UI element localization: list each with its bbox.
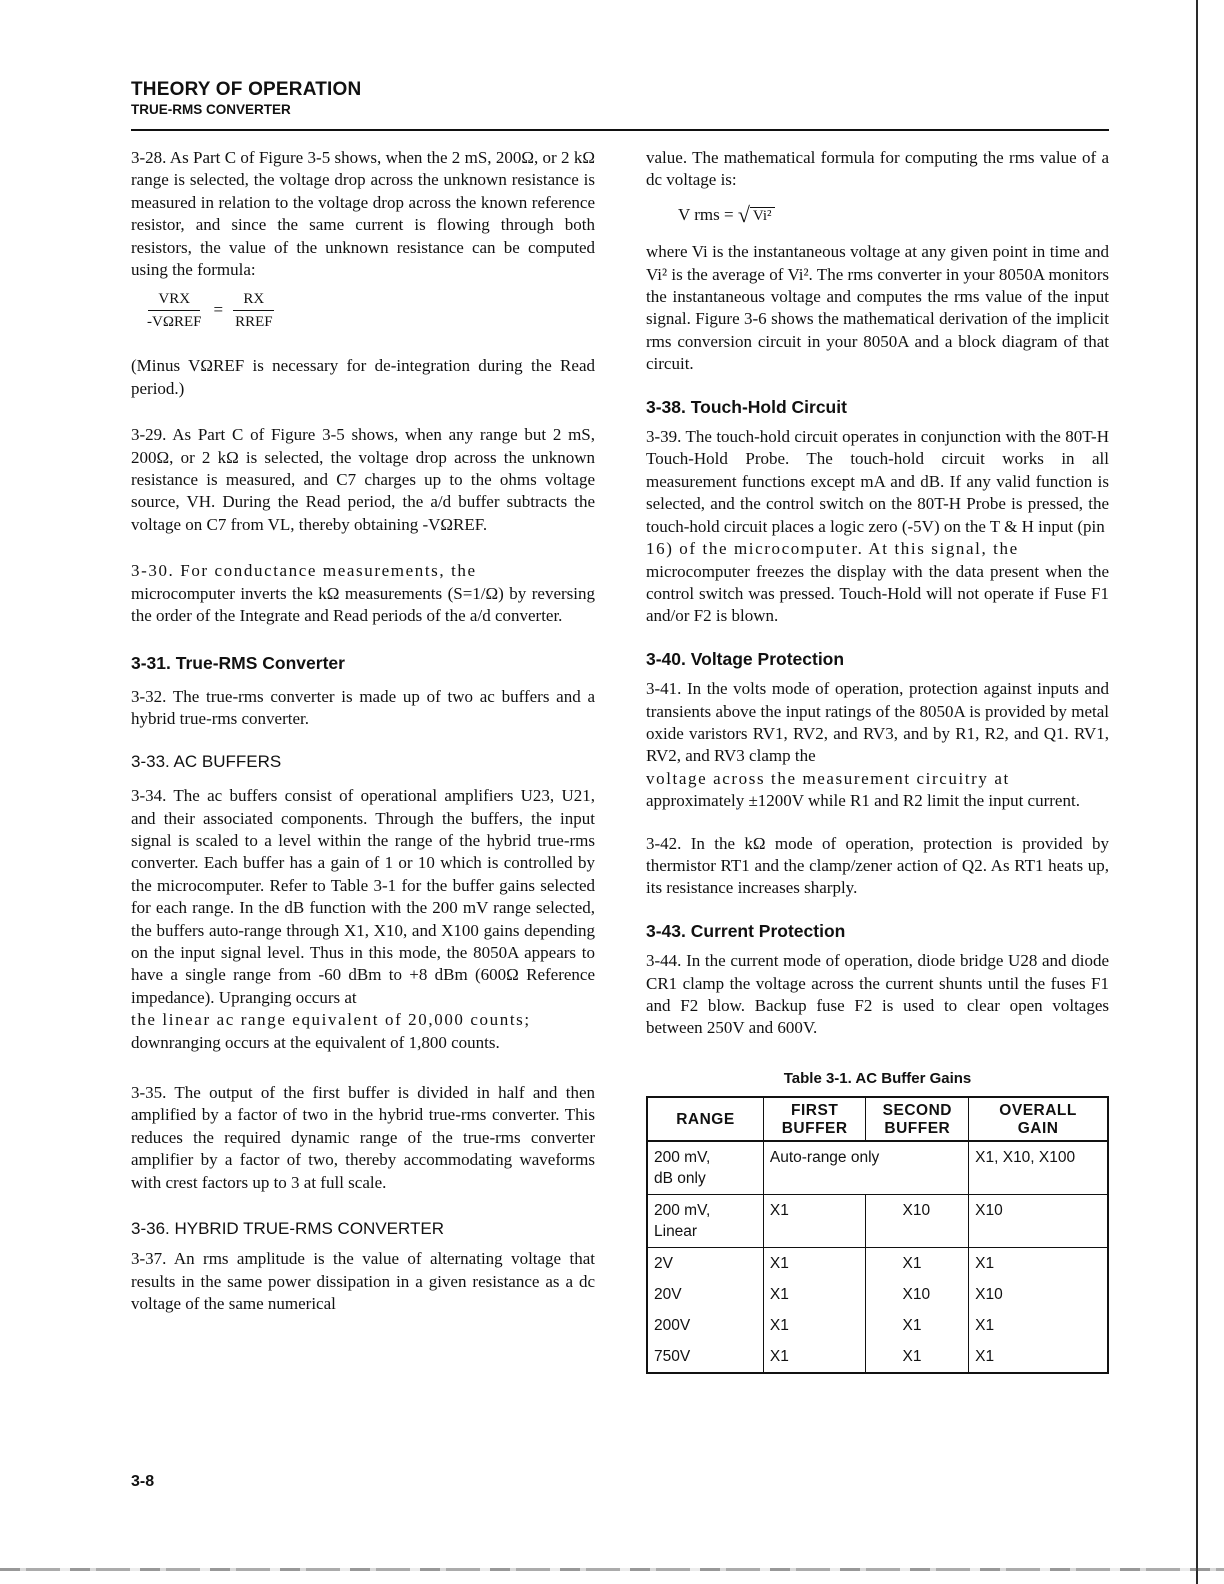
header-overall-gain: OVERALL GAIN: [969, 1097, 1108, 1141]
cell-range: 200V: [647, 1310, 763, 1341]
paragraph-3-34-spaced-line: the linear ac range equivalent of 20,000 counts;: [131, 1010, 531, 1030]
ac-buffer-gains-table: [646, 1096, 1109, 1374]
cell-second: X1: [866, 1248, 969, 1280]
header-first-buffer: FIRST BUFFER: [763, 1097, 866, 1141]
table-row: [647, 1341, 1108, 1373]
paragraph-3-30: microcomputer inverts the kΩ measurements (S=1/Ω) by reversing the order of the Integrate and Read periods of the a/d converter.: [131, 583, 595, 626]
table-row: [647, 1141, 1108, 1195]
paragraph-3-41-end: approximately ±1200V while R1 and R2 limit the input current.: [646, 791, 1080, 811]
paragraph-3-37-explanation: where Vi is the instantaneous voltage at any given point in time and Vi² is the average of Vi². The rms converter in your 8050A monitors the instantaneous voltage and computes the rms value of the input signal. Figure 3-6 shows the mathematical derivation of the implicit rms conversion circuit in your 8050A and a block diagram of that circuit.: [646, 242, 1109, 374]
left-column: [131, 147, 595, 1316]
cell-overall: X1: [969, 1310, 1108, 1341]
cell-second: X1: [866, 1310, 969, 1341]
right-column: [646, 147, 1109, 1374]
paragraph-3-35: 3-35. The output of the first buffer is divided in half and then amplified by a factor of two in the hybrid true-rms converter. This reduces the required dynamic range of the true-rms converter amplifier by a factor of two, thereby accommodating waveforms with crest factors up to 3 at full scale.: [131, 1083, 595, 1192]
rms-formula: [678, 202, 1109, 227]
formula-denominator-vref: -VΩREF: [147, 313, 202, 330]
heading-3-36: 3-36. HYBRID TRUE-RMS CONVERTER: [131, 1219, 444, 1239]
paragraph-3-30-first-line: 3-30. For conductance measurements, the: [131, 561, 477, 581]
cell-range: 750V: [647, 1341, 763, 1373]
cell-first: X1: [763, 1248, 866, 1280]
heading-3-31: 3-31. True-RMS Converter: [131, 652, 345, 673]
cell-second: X10: [866, 1195, 969, 1248]
paragraph-3-34-last-line: downranging occurs at the equivalent of 1,800 counts.: [131, 1032, 500, 1052]
formula-right-fraction: [231, 290, 277, 331]
header-second-buffer: SECOND BUFFER: [866, 1097, 969, 1141]
table-caption: Table 3-1. AC Buffer Gains: [783, 1069, 972, 1087]
header-range: RANGE: [647, 1097, 763, 1141]
cell-first: X1: [763, 1279, 866, 1310]
paragraph-3-39: 3-39. The touch-hold circuit operates in conjunction with the 80T-H Touch-Hold Probe. The touch-hold circuit works in all measurement functions except mA and dB. If any valid function is selected, and the control switch on the 80T-H Probe is pressed, the touch-hold circuit places a logic zero (-5V) on the T & H input (pin: [646, 427, 1109, 536]
rms-formula-lhs: V rms =: [678, 204, 734, 224]
paragraph-3-39-spaced-line: 16) of the microcomputer. At this signal, the: [646, 539, 1019, 559]
formula-left-fraction: [143, 290, 206, 331]
paragraph-3-29: 3-29. As Part C of Figure 3-5 shows, when any range but 2 mS, 200Ω, or 2 kΩ is selected, the voltage drop across the unknown resistance is measured, and C7 charges up to the ohms voltage source, VH. During the Read period, the a/d buffer subtracts the voltage on C7 from VL, thereby obtaining -VΩREF.: [131, 425, 595, 534]
cell-first: X1: [763, 1341, 866, 1373]
heading-3-40: 3-40. Voltage Protection: [646, 648, 845, 669]
formula-denominator-rref: RREF: [235, 313, 273, 330]
table-header-row: [647, 1097, 1108, 1141]
paragraph-3-41-spaced-line: voltage across the measurement circuitry at: [646, 768, 1010, 788]
section-title: THEORY OF OPERATION: [131, 79, 362, 100]
heading-3-38: 3-38. Touch-Hold Circuit: [646, 396, 847, 417]
table-row: [647, 1310, 1108, 1341]
heading-3-33: 3-33. AC BUFFERS: [131, 751, 282, 771]
page-number: 3-8: [131, 1473, 155, 1490]
cell-first: X1: [763, 1310, 866, 1341]
paragraph-3-41: 3-41. In the volts mode of operation, protection against inputs and transients above the input ratings of the 8050A is provided by metal oxide varistors RV1, RV2, and RV3, and by R1, R2, and Q1. RV1, RV2, and RV3 clamp the: [646, 679, 1109, 766]
cell-overall: X1: [969, 1341, 1108, 1373]
cell-range: 2V: [647, 1248, 763, 1280]
paragraph-3-34: 3-34. The ac buffers consist of operational amplifiers U23, U21, and their associated components. Through the buffers, the input signal is scaled to a level within the range of the hybrid true-rms converter. Each buffer has a gain of 1 or 10 which is controlled by the microcomputer. Refer to Table 3-1 for the buffer gains selected for each range. In the dB function with the 200 mV range selected, the buffers auto-range through X1, X10, and X100 gains depending on the input signal level. Thus in this mode, the 8050A appears to have a single range from -60 dBm to +8 dBm (600Ω Reference impedance). Upranging occurs at: [131, 786, 595, 1007]
table-row: [647, 1248, 1108, 1280]
cell-range: 200 mV, Linear: [647, 1195, 763, 1248]
formula-numerator-vrx: VRX: [148, 290, 200, 311]
paragraph-3-42: 3-42. In the kΩ mode of operation, protection is provided by thermistor RT1 and the clamp/zener action of Q2. As RT1 heats up, its resistance increases sharply.: [646, 833, 1109, 898]
bottom-scan-line: [0, 1568, 1224, 1571]
table-row: [647, 1279, 1108, 1310]
paragraph-3-44: 3-44. In the current mode of operation, diode bridge U28 and diode CR1 clamp the voltage across the current shunts until the fuses F1 and F2 blow. Backup fuse F2 is used to clear open voltages between 250V and 600V.: [646, 951, 1109, 1038]
heading-3-43: 3-43. Current Protection: [646, 920, 846, 941]
cell-second: X1: [866, 1341, 969, 1373]
rms-formula-radicand: Vi²: [750, 207, 775, 224]
cell-first-second: Auto-range only: [763, 1141, 968, 1195]
formula-equals: =: [213, 300, 224, 320]
cell-overall: X1, X10, X100: [969, 1141, 1108, 1195]
paragraph-3-37-continued: value. The mathematical formula for computing the rms value of a dc voltage is:: [646, 148, 1109, 190]
cell-first: X1: [763, 1195, 866, 1248]
paragraph-3-28-note: (Minus VΩREF is necessary for de-integration during the Read period.): [131, 356, 595, 398]
cell-range: 200 mV, dB only: [647, 1141, 763, 1195]
section-subtitle: TRUE-RMS CONVERTER: [131, 102, 291, 117]
page-edge-line: [1196, 0, 1198, 1584]
paragraph-3-32: 3-32. The true-rms converter is made up of two ac buffers and a hybrid true-rms converter.: [131, 686, 595, 729]
square-root-icon: √: [737, 201, 750, 227]
header-rule: [131, 129, 1109, 131]
cell-overall: X10: [969, 1195, 1108, 1248]
cell-second: X10: [866, 1279, 969, 1310]
paragraph-3-37: 3-37. An rms amplitude is the value of alternating voltage that results in the same power dissipation in a given resistance as a dc voltage of the same numerical: [131, 1249, 595, 1314]
table-row: [647, 1195, 1108, 1248]
cell-range: 20V: [647, 1279, 763, 1310]
paragraph-3-39-end: microcomputer freezes the display with the data present when the control switch was pressed. Touch-Hold will not operate if Fuse F1 and/or F2 is blown.: [646, 561, 1109, 626]
cell-overall: X10: [969, 1279, 1108, 1310]
resistance-formula: [143, 281, 277, 339]
page-header: [131, 79, 361, 117]
cell-overall: X1: [969, 1248, 1108, 1280]
paragraph-3-28: 3-28. As Part C of Figure 3-5 shows, when the 2 mS, 200Ω, or 2 kΩ range is selected, the voltage drop across the unknown resistance is measured in relation to the voltage drop across the known reference resistor, and since the same current is flowing through both resistors, the value of the unknown resistance can be computed using the formula:: [131, 148, 595, 280]
formula-numerator-rx: RX: [233, 290, 274, 311]
